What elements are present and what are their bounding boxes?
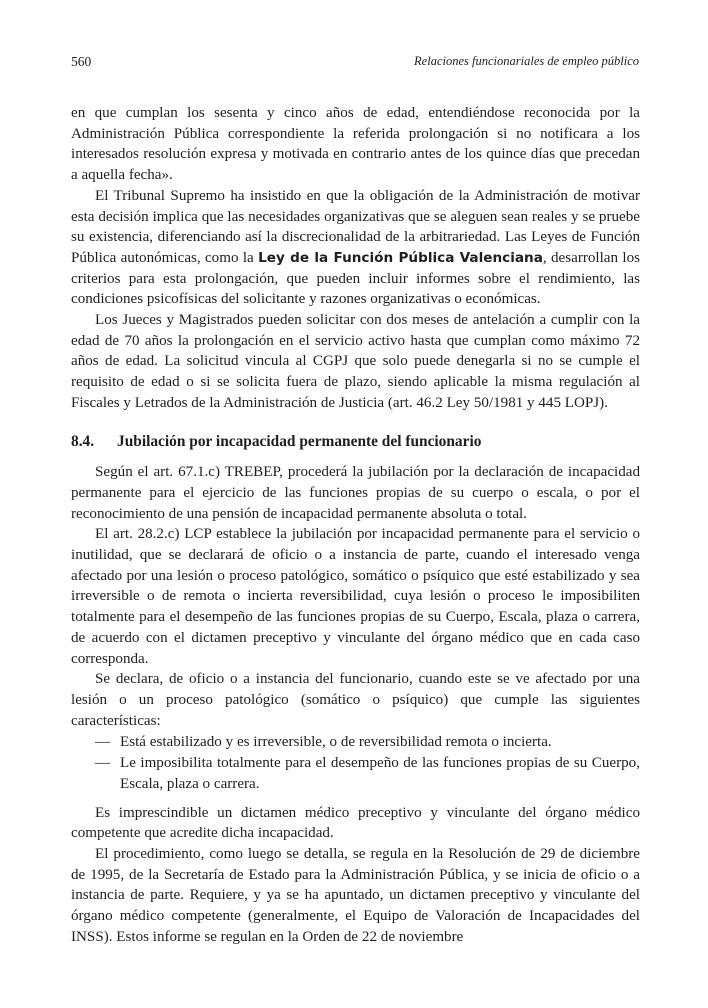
running-title: Relaciones funcionariales de empleo público xyxy=(414,54,639,68)
law-reference-bold: Ley de la Función Pública Valenciana xyxy=(258,249,543,266)
section-heading xyxy=(71,432,640,453)
dash-marker: — xyxy=(95,755,111,772)
list-item-text: Está estabilizado y es irreversible, o de reversibilidad remota o incierta. xyxy=(120,734,552,751)
list-item xyxy=(71,753,640,794)
paragraph-procedimiento: El procedimiento, como luego se detalla, se regula en la Resolución de 29 de diciembre de 1995, de la Secretaría de Estado para la Administración Pública, y se inicia de oficio o a instancia de parte. Requiere, y ya se ha apuntado, un dictamen preceptivo y vinculante del órgano médico competente (generalmente, el Equipo de Valoración de Incapacidades del INSS). Estos informe se regulan en la Orden de 22 de noviembre xyxy=(71,845,640,945)
body-text xyxy=(71,103,640,947)
dash-marker: — xyxy=(95,734,111,751)
paragraph-text: , desarrollan los criterios para esta prolongación, que pueden incluir informes sobre el rendimiento, las condiciones psicofísicas del solicitante y razones organizativas o económicas. xyxy=(71,249,640,308)
list-item-text: Le imposibilita totalmente para el desempeño de las funciones propias de su Cuerpo, Escala, plaza o carrera. xyxy=(120,755,640,792)
paragraph-caracteristicas: Se declara, de oficio o a instancia del funcionario, cuando este se ve afectado por una lesión o un proceso patológico (somático o psíquico) que cumple las siguientes características: xyxy=(71,671,640,729)
list-item xyxy=(71,732,640,753)
running-header xyxy=(71,54,639,74)
paragraph-dictamen: Es imprescindible un dictamen médico preceptivo y vinculante del órgano médico competente que acredite dicha incapacidad. xyxy=(71,804,640,842)
paragraph-trebep: Según el art. 67.1.c) TREBEP, procederá la jubilación por la declaración de incapacidad permanente para el ejercicio de las funciones propias de su cuerpo o escala, o por el reconocimiento de una pensión de incapacidad permanente absoluta o total. xyxy=(71,464,640,522)
paragraph-tribunal-supremo xyxy=(71,186,640,310)
page-number: 560 xyxy=(71,54,92,69)
paragraph-text: El Tribunal Supremo ha insistido en que la obligación de la Administración de motivar esta decisión implica que las necesidades organizativas que se aleguen sean reales y se pruebe su existencia, diferenciando así la discrecionalidad de la arbitrariedad. Las Leyes de Función Pública autonómicas, como la xyxy=(71,187,640,266)
section-number: 8.4. xyxy=(71,432,95,450)
paragraph-continuation: en que cumplan los sesenta y cinco años de edad, entendiéndose reconocida por la Administración Pública correspondiente la referida prolongación si no notificara a los interesados resolución expresa y motivada en contrario antes de los quince días que precedan a aquella fecha». xyxy=(71,105,640,184)
paragraph-lcp: El art. 28.2.c) LCP establece la jubilación por incapacidad permanente para el servicio o inutilidad, que se declarará de oficio o a instancia de parte, cuando el interesado venga afectado por una lesión o proceso patológico, somático o psíquico que esté estabilizado y sea irreversible o de remota o incierta reversibilidad, cuya lesión o proceso le imposibiliten totalmente para el desempeño de las funciones propias de su Cuerpo, Escala, plaza o carrera, de acuerdo con el dictamen preceptivo y vinculante del órgano médico que en cada caso corresponda. xyxy=(71,526,640,667)
section-title: Jubilación por incapacidad permanente del funcionario xyxy=(117,432,482,450)
paragraph-jueces-magistrados: Los Jueces y Magistrados pueden solicitar con dos meses de antelación a cumplir con la edad de 70 años la prolongación en el servicio activo hasta que cumplan como máximo 72 años de edad. La solicitud vincula al CGPJ que solo puede denegarla si no se cumple el requisito de edad o si se solicita fuera de plazo, siendo aplicable la misma regulación al Fiscales y Letrados de la Administración de Justicia (art. 46.2 Ley 50/1981 y 445 LOPJ). xyxy=(71,312,640,411)
characteristics-list xyxy=(71,732,640,794)
